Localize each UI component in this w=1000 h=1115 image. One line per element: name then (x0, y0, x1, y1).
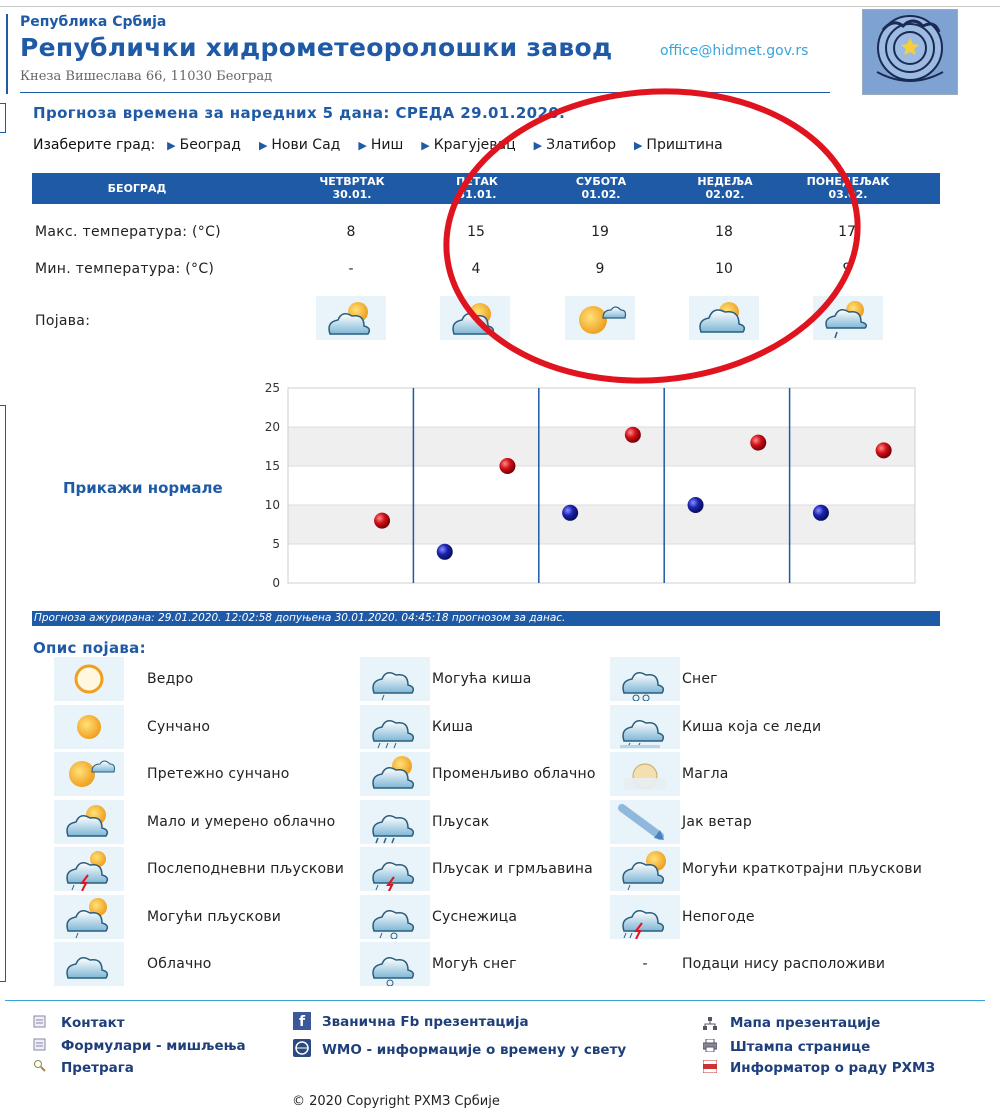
possible-snow-icon (360, 942, 430, 986)
y-tick-label: 20 (264, 420, 280, 434)
city-link-nis[interactable]: ▶ Ниш (358, 137, 404, 153)
legend-label: Непогоде (682, 908, 755, 925)
legend-label: Променљиво облачно (432, 766, 596, 782)
max-temp-point (750, 435, 766, 451)
min-temp-cell: 9 (842, 261, 852, 277)
legend-label: Сунчано (147, 718, 211, 735)
table-city-name: БЕОГРАД (107, 182, 167, 195)
legend-label: Подаци нису расположиви (682, 956, 886, 972)
plot-border (288, 388, 915, 583)
top-border (0, 6, 1000, 7)
short-shower-icon (610, 847, 680, 891)
day-header: ПОНЕДЕЉАК 03.02. (806, 175, 890, 201)
shower-icon (360, 800, 430, 844)
arrow-right-icon: ▶ (258, 139, 268, 152)
afternoon-shower-icon (54, 847, 124, 891)
wmo-icon (293, 1039, 311, 1057)
choose-city-label: Изаберите град: (33, 137, 156, 153)
arrow-right-icon: ▶ (167, 139, 176, 152)
legend-label: Облачно (147, 956, 212, 972)
legend-label: Послеподневни пљускови (147, 861, 345, 877)
min-temp-point (688, 497, 704, 513)
footer-link-wmo[interactable]: WMO - информације о времену у свету (322, 1042, 627, 1058)
header-subtitle: Република Србија (20, 14, 167, 30)
footer-link-informator[interactable]: Информатор о раду РХМЗ (730, 1060, 936, 1076)
legend-label: Киша која се леди (682, 718, 822, 735)
copyright: © 2020 Copyright РХМЗ Србије (292, 1094, 500, 1109)
footer-link-contact[interactable]: Контакт (61, 1015, 125, 1031)
footer-link-forms[interactable]: Формулари - мишљења (61, 1038, 246, 1054)
legend-label: Суснежица (432, 908, 518, 925)
legend-label: Мало и умерено облачно (147, 813, 336, 830)
day-header: СУБОТА 01.02. (575, 175, 627, 201)
legend-label: Киша (432, 718, 474, 735)
footer-link-print[interactable]: Штампа странице (730, 1039, 871, 1055)
y-tick-label: 5 (272, 537, 280, 551)
min-temp-point (437, 544, 453, 560)
legend-label: Пљусак (432, 813, 490, 830)
legend-label: Ведро (147, 671, 194, 687)
cloudy-icon (54, 942, 124, 986)
annotation-ellipse (440, 84, 880, 394)
sitemap-icon (703, 1015, 717, 1034)
temperature-chart (255, 378, 925, 593)
side-frame-bottom (0, 405, 6, 982)
site-title[interactable]: Републички хидрометеоролошки завод (20, 33, 613, 62)
document-icon (33, 1038, 46, 1051)
footer-icon-forms (33, 1036, 46, 1055)
show-normals-link[interactable]: Прикажи нормале (63, 479, 223, 497)
grid-band (288, 427, 915, 466)
max-temp-cell: 15 (467, 224, 485, 240)
min-temp-cell: 10 (715, 261, 733, 277)
pdf-icon (703, 1058, 717, 1077)
footer-divider (5, 1000, 985, 1001)
footer-link-search[interactable]: Претрага (61, 1060, 134, 1076)
rhmz-logo[interactable] (862, 9, 958, 95)
y-tick-label: 10 (264, 498, 280, 512)
legend-label: Могући пљускови (147, 908, 282, 925)
max-temp-point (499, 458, 515, 474)
legend-label: Пљусак и грмљавина (432, 861, 593, 877)
phenomenon-label: Појава: (35, 313, 91, 329)
sleet-icon (360, 895, 430, 939)
rain-icon (360, 705, 430, 749)
document-icon (33, 1015, 46, 1028)
max-temp-cell: 8 (346, 224, 356, 240)
arrow-right-icon: ▶ (633, 139, 643, 152)
sunny-icon (54, 705, 124, 749)
legend-label: Снег (682, 671, 718, 687)
logo-emblem-icon (863, 10, 957, 94)
clear-sun-icon (54, 657, 124, 701)
thunderstorm-icon (360, 847, 430, 891)
city-link-beograd[interactable]: ▶ Београд (167, 137, 241, 153)
min-temp-label: Мин. температура: (°C) (35, 261, 215, 277)
email-link[interactable]: office@hidmet.gov.rs (660, 43, 809, 59)
legend-title: Опис појава: (33, 639, 146, 657)
max-temp-cell: 18 (715, 224, 733, 240)
mostly-sunny-icon (54, 752, 124, 796)
facebook-icon: f (293, 1012, 311, 1030)
legend-label: Могућ снег (432, 956, 517, 972)
max-temp-point (374, 513, 390, 529)
max-temp-point (625, 427, 641, 443)
storm-icon (610, 895, 680, 939)
legend-label: Претежно сунчано (147, 766, 290, 782)
possible-rain-icon (360, 657, 430, 701)
sun-cloud-icon (54, 800, 124, 844)
legend-label: Могући краткотрајни пљускови (682, 861, 923, 877)
footer-icon-contact (33, 1013, 46, 1032)
fog-icon (610, 752, 680, 796)
header-address: Кнеза Вишеслава 66, 11030 Београд (20, 69, 273, 84)
city-link-kragujevac[interactable]: ▶ Крагујевац (421, 137, 516, 153)
sun-cloud-icon (316, 296, 386, 340)
max-temp-cell: 19 (591, 224, 609, 240)
variable-cloud-icon (360, 752, 430, 796)
min-temp-cell: 4 (471, 261, 481, 277)
print-icon (703, 1037, 717, 1056)
arrow-right-icon: ▶ (421, 139, 430, 152)
forecast-updated-bar: Прогноза ажурирана: 29.01.2020. 12:02:58 допуњена 30.01.2020. 04:45:18 прогнозом за данас. (32, 611, 940, 626)
min-temp-point (562, 505, 578, 521)
min-temp-point (813, 505, 829, 521)
day-header: НЕДЕЉА 02.02. (697, 175, 753, 201)
strong-wind-icon (610, 800, 680, 844)
legend-label: Могућа киша (432, 671, 532, 687)
freezing-rain-icon (610, 705, 680, 749)
legend-label: Јак ветар (682, 813, 752, 830)
day-header: ЧЕТВРТАК 30.01. (319, 175, 385, 201)
max-temp-cell: 17 (838, 224, 856, 240)
max-temp-label: Макс. температура: (°C) (35, 224, 221, 240)
side-frame-top (0, 103, 6, 133)
city-link-pristina[interactable]: ▶ Приштина (633, 137, 723, 153)
footer-link-facebook[interactable]: Званична Fb презентација (322, 1014, 529, 1030)
possible-shower-icon (54, 895, 124, 939)
min-temp-cell: - (348, 261, 354, 277)
left-frame (0, 14, 8, 94)
arrow-right-icon: ▶ (533, 139, 543, 152)
snow-icon (610, 657, 680, 701)
min-temp-cell: 9 (595, 261, 605, 277)
day-header: ПЕТАК 31.01. (456, 175, 498, 201)
no-data-symbol: - (642, 956, 648, 972)
footer-icon-search (33, 1057, 46, 1076)
max-temp-point (876, 442, 892, 458)
y-tick-label: 25 (264, 381, 280, 395)
city-link-zlatibor[interactable]: ▶ Златибор (533, 137, 616, 153)
footer-link-sitemap[interactable]: Мапа презентације (730, 1015, 881, 1031)
city-link-novi-sad[interactable]: ▶ Нови Сад (258, 137, 341, 153)
y-tick-label: 0 (272, 576, 280, 590)
search-icon (33, 1059, 46, 1072)
y-tick-label: 15 (264, 459, 280, 473)
legend-label: Магла (682, 766, 729, 782)
arrow-right-icon: ▶ (358, 139, 367, 152)
forecast-title: Прогноза времена за наредних 5 дана: СРЕДА 29.01.2020. (33, 104, 566, 122)
